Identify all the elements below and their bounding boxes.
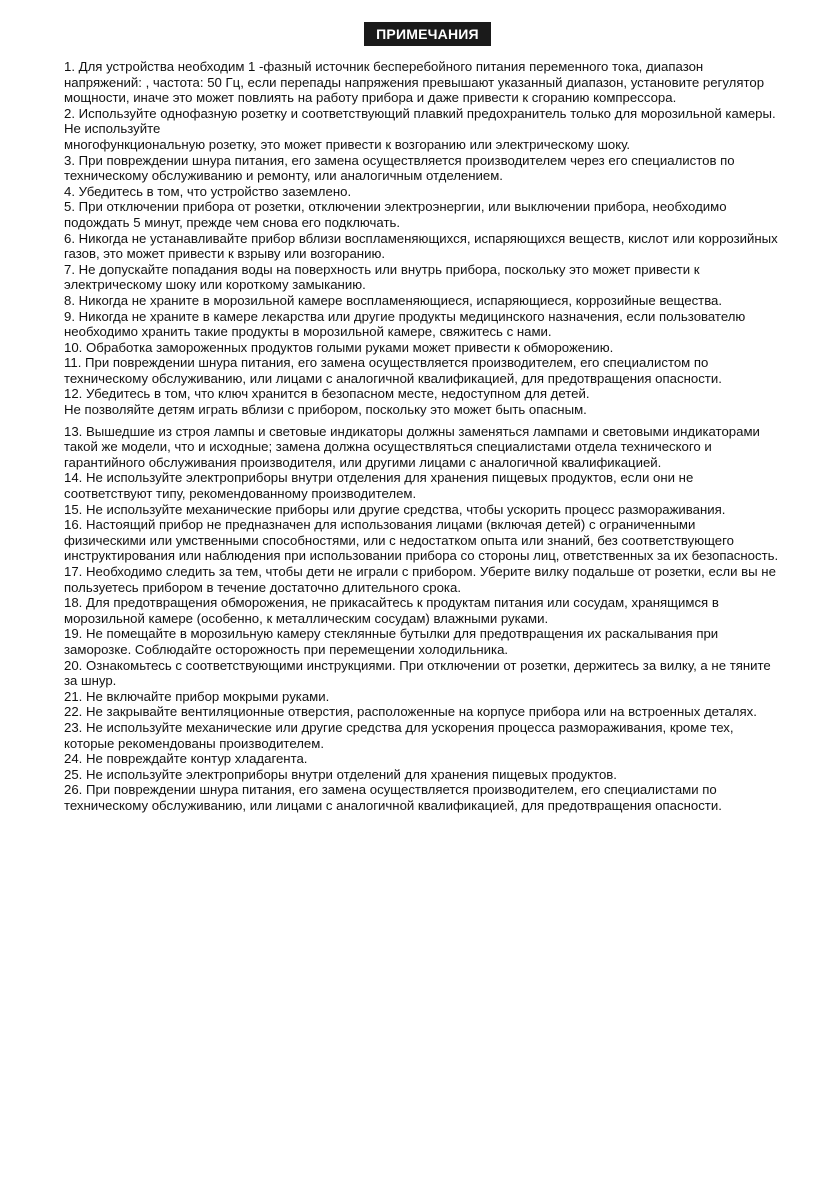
note-item: 24. Не повреждайте контур хладагента.: [64, 751, 308, 767]
note-item: 4. Убедитесь в том, что устройство заземлено.: [64, 183, 352, 199]
note-item: 20. Ознакомьтесь с соответствующими инструкциями. При отключении от розетки, держитесь за вилку, а не тяните за шнур.: [64, 657, 771, 689]
note-item: 9. Никогда не храните в камере лекарства или другие продукты медицинского назначения, если пользователю необходимо хранить такие продукты в морозильной камере, свяжитесь с нами.: [64, 308, 746, 340]
note-item: 21. Не включайте прибор мокрыми руками.: [64, 688, 330, 704]
note-item: 13. Вышедшие из строя лампы и световые индикаторы должны заменяться лампами и световыми индикаторами такой же модели, что и исходные; замена должна осуществляться специалистами отдела технического и гарантийного обслуживания производителя, или другими лицами с аналогичной квалификацией.: [64, 423, 760, 470]
note-item: 2. Используйте однофазную розетку и соответствующий плавкий предохранитель только для морозильной камеры. Не используйте многофункциональную розетку, это может привести к возгоранию или электрическому шоку.: [64, 105, 776, 152]
note-item: 5. При отключении прибора от розетки, отключении электроэнергии, или выключении прибора, необходимо подождать 5 минут, прежде чем снова его подключать.: [64, 199, 727, 230]
notes-list: [64, 59, 780, 814]
page-title: ПРИМЕЧАНИЯ: [364, 22, 491, 46]
note-item: 19. Не помещайте в морозильную камеру стеклянные бутылки для предотвращения их раскалывания при заморозке. Соблюдайте осторожность при перемещении холодильника.: [64, 626, 719, 657]
note-item: 16. Настоящий прибор не предназначен для использования лицами (включая детей) с ограниченными физическими или умственными способностями, или с недостатком опыта или знаний, без соответствующего инструктирования или наблюдения при использовании прибора со стороны лиц, ответственных за их безопасность.: [64, 517, 779, 564]
note-item: 1. Для устройства необходим 1 -фазный источник бесперебойного питания переменного тока, диапазон напряжений: , частота: 50 Гц, если перепады напряжения превышают указанный диапазон, установите регулятор мощности, иначе это может повлиять на работу прибора и даже привести к сгоранию компрессора.: [64, 59, 765, 106]
note-item: 18. Для предотвращения обморожения, не прикасайтесь к продуктам питания или сосудам, хранящимся в морозильной камере (особенно, к металлическим сосудам) влажными руками.: [64, 595, 719, 626]
note-item: 25. Не используйте электроприборы внутри отделений для хранения пищевых продуктов.: [64, 766, 617, 782]
note-item: 17. Необходимо следить за тем, чтобы дети не играли с прибором. Уберите вилку подальше от розетки, если вы не пользуетесь прибором в течение достаточно длительного срока.: [64, 564, 776, 595]
note-item: 6. Никогда не устанавливайте прибор вблизи воспламеняющихся, испаряющихся веществ, кислот или коррозийных газов, это может привести к взрыву или возгоранию.: [64, 230, 778, 262]
note-item: 14. Не используйте электроприборы внутри отделения для хранения пищевых продуктов, если они не соответствуют типу, рекомендованному производителем.: [64, 470, 694, 502]
note-item: 8. Никогда не храните в морозильной камере воспламеняющиеся, испаряющиеся, коррозийные вещества.: [64, 292, 723, 308]
note-item: 15. Не используйте механические приборы или другие средства, чтобы ускорить процесс размораживания.: [64, 501, 726, 517]
note-item: 22. Не закрывайте вентиляционные отверстия, расположенные на корпусе прибора или на встроенных деталях.: [64, 704, 757, 720]
note-item: 26. При повреждении шнура питания, его замена осуществляется производителем, его специалистами по техническому обслуживанию, или лицами с аналогичной квалификацией, для предотвращения опасности.: [64, 782, 722, 813]
note-item: 10. Обработка замороженных продуктов голыми руками может привести к обморожению.: [64, 339, 614, 355]
note-item: 3. При повреждении шнура питания, его замена осуществляется производителем через его специалистов по техническому обслуживанию и ремонту, или аналогичным отделением.: [64, 152, 735, 184]
note-item: 12. Убедитесь в том, что ключ хранится в безопасном месте, недоступном для детей.: [64, 386, 590, 402]
note-item: 23. Не используйте механические или другие средства для ускорения процесса размораживания, кроме тех, которые рекомендованы производителем.: [64, 719, 734, 751]
note-item: Не позволяйте детям играть вблизи с прибором, поскольку это может быть опасным.: [64, 402, 587, 418]
note-item: 7. Не допускайте попадания воды на поверхность или внутрь прибора, поскольку это может привести к электрическому шоку или короткому замыканию.: [64, 261, 700, 293]
note-item: 11. При повреждении шнура питания, его замена осуществляется производителем, его специалистом по техническому обслуживанию, или лицами с аналогичной квалификацией, для предотвращения опасности.: [64, 355, 722, 386]
